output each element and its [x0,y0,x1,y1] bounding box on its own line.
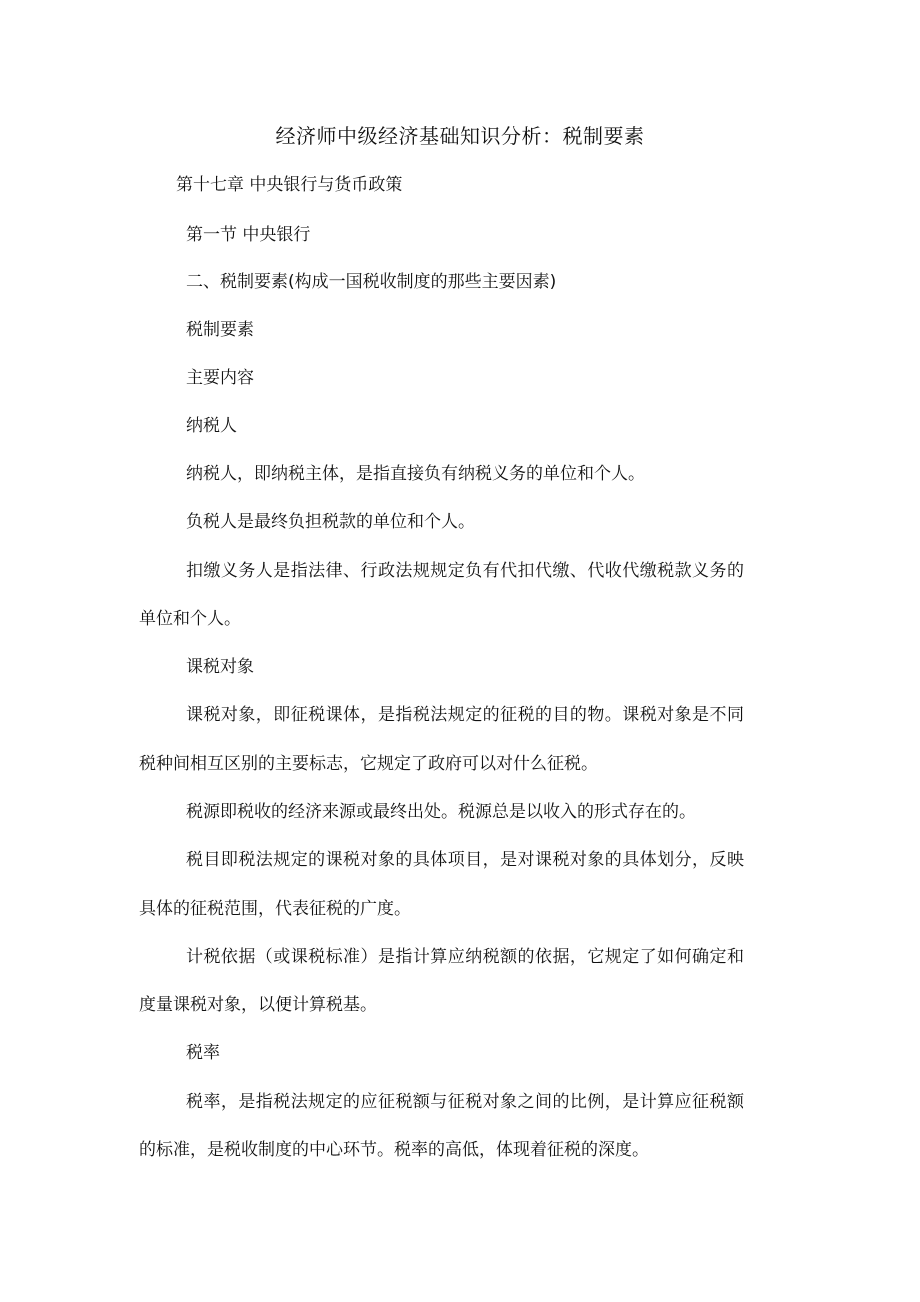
section-heading: 第一节 中央银行 [186,225,311,245]
document-title: 经济师中级经济基础知识分析：税制要素 [275,124,645,148]
term-heading-tax-elements: 税制要素 [186,320,254,340]
paragraph-line: 税目即税法规定的课税对象的具体项目，是对课税对象的具体划分，反映 [186,850,745,870]
paragraph-line: 纳税人，即纳税主体，是指直接负有纳税义务的单位和个人。 [186,464,645,484]
paragraph-line: 单位和个人。 [139,609,241,629]
paragraph-line: 负税人是最终负担税款的单位和个人。 [186,512,475,532]
paragraph-line: 计税依据（或课税标准）是指计算应纳税额的依据，它规定了如何确定和 [186,947,745,967]
term-heading-main-content: 主要内容 [186,368,254,388]
paragraph-line: 税源即税收的经济来源或最终出处。税源总是以收入的形式存在的。 [186,802,696,822]
paragraph-line: 度量课税对象，以便计算税基。 [139,995,377,1015]
paragraph-line: 扣缴义务人是指法律、行政法规规定负有代扣代缴、代收代缴税款义务的 [186,561,745,581]
term-heading-tax-object: 课税对象 [186,657,254,677]
paragraph-line: 的标准，是税收制度的中心环节。税率的高低，体现着征税的深度。 [139,1140,649,1160]
paragraph-line: 课税对象，即征税课体，是指税法规定的征税的目的物。课税对象是不同 [186,705,745,725]
paragraph-line: 税种间相互区别的主要标志，它规定了政府可以对什么征税。 [139,754,598,774]
subsection-heading: 二、税制要素(构成一国税收制度的那些主要因素) [186,272,557,292]
paragraph-line: 税率，是指税法规定的应征税额与征税对象之间的比例，是计算应征税额 [186,1092,745,1112]
paragraph-line: 具体的征税范围，代表征税的广度。 [139,899,411,919]
chapter-heading: 第十七章 中央银行与货币政策 [176,175,403,195]
term-heading-taxpayer: 纳税人 [186,416,237,436]
term-heading-tax-rate: 税率 [186,1043,220,1063]
